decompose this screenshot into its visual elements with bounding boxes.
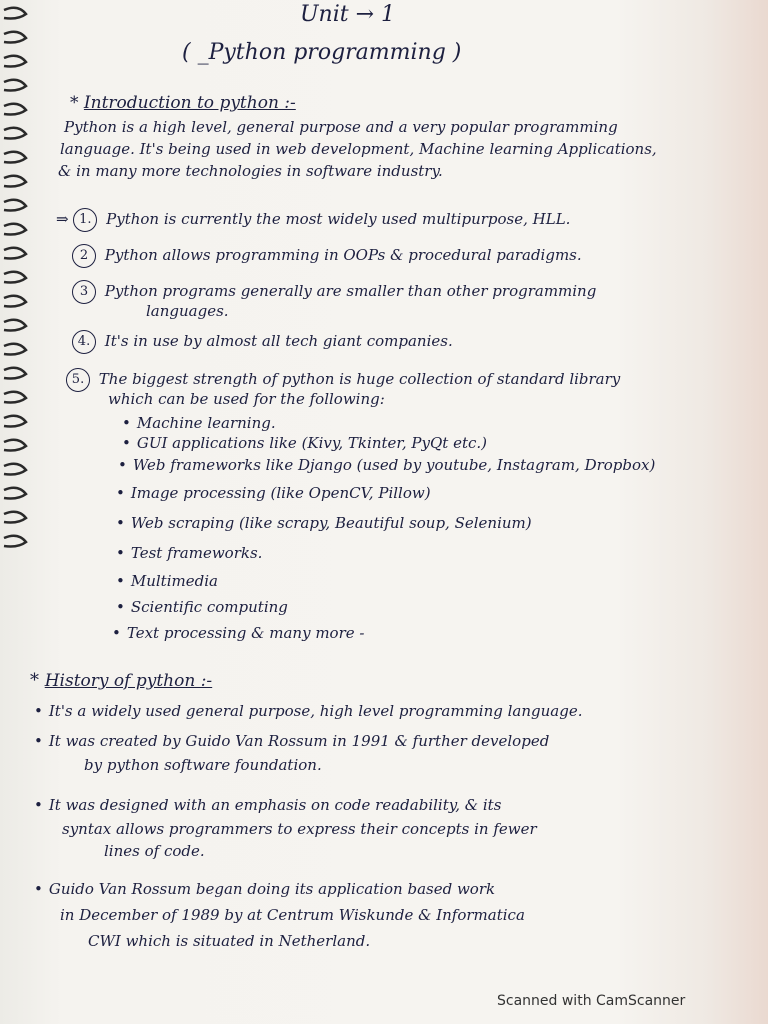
point-5	[66, 368, 620, 392]
history-text-cont: in December of 1989 by at Centrum Wiskunde & Informatica	[60, 906, 525, 924]
asterisk-mark: *	[30, 670, 39, 691]
point-text-cont: which can be used for the following:	[108, 390, 385, 408]
use-item: • GUI applications like (Kivy, Tkinter, PyQt etc.)	[122, 434, 488, 452]
page-subtitle: ( _Python programming )	[182, 40, 462, 65]
intro-heading	[70, 94, 296, 112]
point-number: 5.	[66, 368, 90, 392]
point-number: 3	[72, 280, 96, 304]
point-1	[56, 208, 570, 232]
use-text: Multimedia	[130, 572, 218, 590]
use-text: Image processing (like OpenCV, Pillow)	[130, 484, 431, 502]
intro-line: language. It's being used in web development, Machine learning Applications,	[60, 140, 657, 158]
use-item: • Multimedia	[116, 572, 218, 590]
point-number: 4.	[72, 330, 96, 354]
history-heading-text: History of python :-	[44, 671, 213, 691]
use-text: Machine learning.	[136, 414, 276, 432]
point-2	[72, 244, 582, 268]
use-text: Scientific computing	[130, 598, 288, 616]
point-number: 2	[72, 244, 96, 268]
history-text-cont: CWI which is situated in Netherland.	[88, 932, 371, 950]
history-item: • It was designed with an emphasis on code readability, & its	[34, 796, 502, 814]
history-heading	[30, 672, 212, 690]
point-text: The biggest strength of python is huge collection of standard library	[98, 370, 621, 388]
intro-line: & in many more technologies in software industry.	[58, 162, 443, 180]
use-item: • Machine learning.	[122, 414, 276, 432]
intro-heading-text: Introduction to python :-	[83, 93, 296, 113]
history-item: • Guido Van Rossum began doing its application based work	[34, 880, 496, 898]
camscanner-watermark: Scanned with CamScanner	[497, 993, 686, 1009]
page-title: Unit → 1	[300, 2, 396, 27]
history-text-cont: syntax allows programmers to express their concepts in fewer	[62, 820, 537, 838]
intro-line: Python is a high level, general purpose and a very popular programming	[64, 118, 618, 136]
use-text: GUI applications like (Kivy, Tkinter, PyQt etc.)	[136, 434, 488, 452]
point-text-cont: languages.	[146, 302, 229, 320]
point-text: Python is currently the most widely used multipurpose, HLL.	[106, 210, 571, 228]
use-item: • Test frameworks.	[116, 544, 263, 562]
history-text: Guido Van Rossum began doing its application based work	[48, 880, 496, 898]
history-item: • It was created by Guido Van Rossum in 1991 & further developed	[34, 732, 550, 750]
use-text: Test frameworks.	[130, 544, 263, 562]
history-text: It was designed with an emphasis on code readability, & its	[48, 796, 502, 814]
history-text-cont: lines of code.	[104, 842, 205, 860]
history-text: It's a widely used general purpose, high level programming language.	[48, 702, 583, 720]
point-text: Python programs generally are smaller than other programming	[104, 282, 597, 300]
point-text: It's in use by almost all tech giant companies.	[104, 332, 453, 350]
use-item: • Scientific computing	[116, 598, 288, 616]
use-text: Web frameworks like Django (used by youtube, Instagram, Dropbox)	[132, 456, 656, 474]
point-text: Python allows programming in OOPs & procedural paradigms.	[104, 246, 582, 264]
spiral-binding	[0, 0, 42, 1024]
point-3	[72, 280, 596, 304]
use-text: Text processing & many more -	[126, 624, 365, 642]
history-item: • It's a widely used general purpose, high level programming language.	[34, 702, 583, 720]
point-4	[72, 330, 453, 354]
asterisk-mark: *	[70, 93, 79, 113]
history-text: It was created by Guido Van Rossum in 1991 & further developed	[48, 732, 550, 750]
use-item: • Text processing & many more -	[112, 624, 365, 642]
use-item: • Web frameworks like Django (used by youtube, Instagram, Dropbox)	[118, 456, 656, 474]
point-number: 1.	[73, 208, 97, 232]
history-text-cont: by python software foundation.	[84, 756, 322, 774]
use-item: • Web scraping (like scrapy, Beautiful soup, Selenium)	[116, 514, 532, 532]
arrow-icon: ⇒	[56, 210, 69, 228]
use-item: • Image processing (like OpenCV, Pillow)	[116, 484, 431, 502]
use-text: Web scraping (like scrapy, Beautiful soup, Selenium)	[130, 514, 532, 532]
